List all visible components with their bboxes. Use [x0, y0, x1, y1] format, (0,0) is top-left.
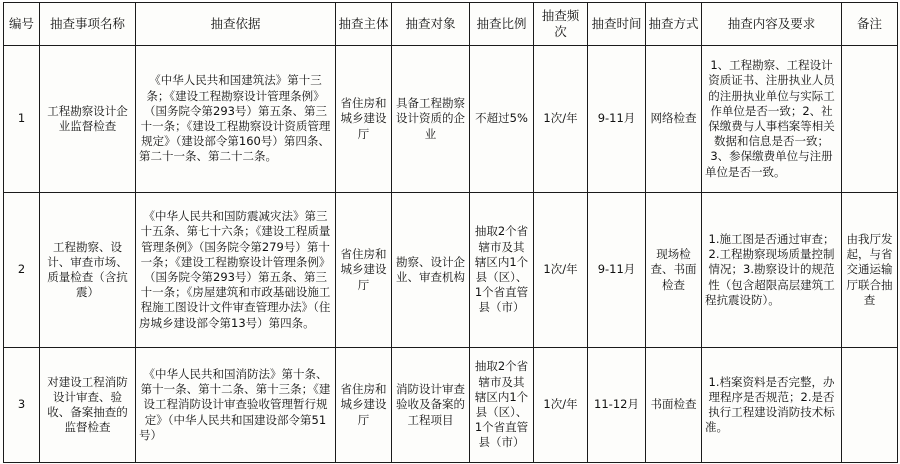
cell-no: 2: [4, 193, 40, 348]
cell-ratio: 抽取2个省辖市及其辖区内1个县（区）、1个省直管县（市）: [470, 193, 534, 348]
table-header: [4, 3, 898, 46]
cell-ratio: 不超过5%: [470, 46, 534, 193]
cell-time: 11-12月: [588, 348, 646, 463]
column-header-time: 抽查时间: [588, 3, 646, 46]
random-inspection-table: [3, 2, 898, 463]
cell-object: 消防设计审查验收及备案的工程项目: [392, 348, 470, 463]
cell-name: 工程勘察设计企业监督检查: [40, 46, 136, 193]
column-header-frequency: 抽查频次: [534, 3, 588, 46]
document-page: [0, 2, 900, 464]
cell-name: 对建设工程消防设计审查、验收、备案抽查的监督检查: [40, 348, 136, 463]
column-header-no: 编号: [4, 3, 40, 46]
cell-object: 勘察、设计企业、审查机构: [392, 193, 470, 348]
cell-no: 3: [4, 348, 40, 463]
cell-frequency: 1次/年: [534, 348, 588, 463]
column-header-content: 抽查内容及要求: [702, 3, 842, 46]
cell-no: 1: [4, 46, 40, 193]
column-header-ratio: 抽查比例: [470, 3, 534, 46]
cell-basis: 《中华人民共和国建筑法》第十三条；《建设工程勘察设计管理条例》（国务院令第293号）第五条、第三十一条；《建设工程勘察设计资质管理规定》（建设部令第160号）第四条、第二十一条、第二十二条。: [136, 46, 336, 193]
cell-basis: 《中华人民共和国消防法》第十条、第十一条、第十二条、第十三条；《建设工程消防设计审查验收管理暂行规定》（中华人民共和国建设部令第51号）: [136, 348, 336, 463]
cell-object: 具备工程勘察设计资质的企业: [392, 46, 470, 193]
cell-name: 工程勘察、设计、审查市场、质量检查（含抗震）: [40, 193, 136, 348]
column-header-remark: 备注: [842, 3, 898, 46]
table-row: [4, 348, 898, 463]
column-header-mode: 抽查方式: [646, 3, 702, 46]
cell-time: 9-11月: [588, 193, 646, 348]
cell-content: 1.档案资料是否完整，办理程序是否规范；2.是否执行工程建设消防技术标准。: [702, 348, 842, 463]
table-row: [4, 193, 898, 348]
column-header-object: 抽查对象: [392, 3, 470, 46]
column-header-name: 抽查事项名称: [40, 3, 136, 46]
cell-time: 9-11月: [588, 46, 646, 193]
cell-mode: 现场检查、书面检查: [646, 193, 702, 348]
cell-basis: 《中华人民共和国防震减灾法》第三十五条、第七十六条；《建设工程质量管理条例》（国务院令第279号）第十一条；《建设工程勘察设计管理条例》（国务院令第293号）第五条、第三十一条；《房屋建筑和市政基础设施工程施工图设计文件审查管理办法》（住房城乡建设部令第13号）第四条。: [136, 193, 336, 348]
cell-subject: 省住房和城乡建设厅: [336, 348, 392, 463]
cell-remark: 由我厅发起，与省交通运输厅联合抽查: [842, 193, 898, 348]
cell-subject: 省住房和城乡建设厅: [336, 46, 392, 193]
cell-frequency: 1次/年: [534, 46, 588, 193]
cell-content: 1、工程勘察、工程设计资质证书、注册执业人员的注册执业单位与实际工作单位是否一致；2、社保缴费与人事档案等相关数据和信息是否一致；3、参保缴费单位与注册单位是否一致。: [702, 46, 842, 193]
cell-mode: 书面检查: [646, 348, 702, 463]
cell-content: 1.施工图是否通过审查；2.工程勘察现场质量控制情况；3.勘察设计的规范性（包含超限高层建筑工程抗震设防）。: [702, 193, 842, 348]
column-header-subject: 抽查主体: [336, 3, 392, 46]
cell-frequency: 1次/年: [534, 193, 588, 348]
cell-mode: 网络检查: [646, 46, 702, 193]
table-header-row: [4, 3, 898, 46]
table-row: [4, 46, 898, 193]
cell-subject: 省住房和城乡建设厅: [336, 193, 392, 348]
cell-remark: [842, 46, 898, 193]
table-body: [4, 46, 898, 463]
cell-remark: [842, 348, 898, 463]
column-header-basis: 抽查依据: [136, 3, 336, 46]
cell-ratio: 抽取2个省辖市及其辖区内1个县（区）、1个省直管县（市）: [470, 348, 534, 463]
